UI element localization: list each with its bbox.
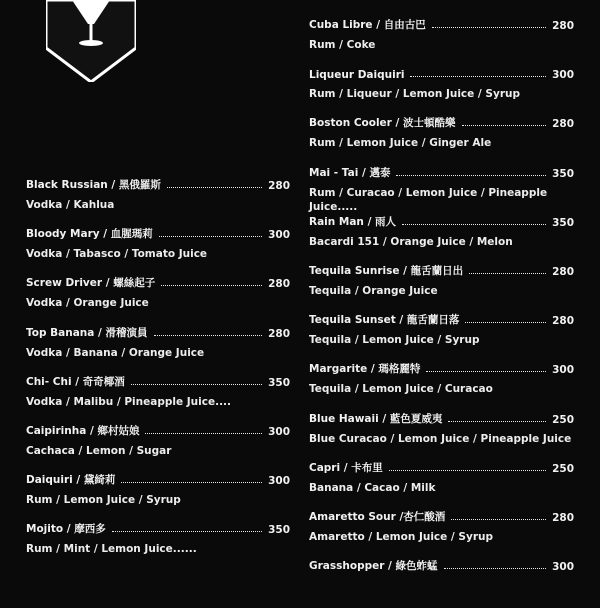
drink-name: Daiquiri / 黛綺莉 (26, 474, 116, 487)
drink-name: Caipirinha / 鄉村姑娘 (26, 424, 140, 437)
dot-leader (426, 370, 546, 372)
menu-item-header (26, 227, 290, 241)
menu-item-header (309, 510, 574, 524)
drink-name: Mai - Tai / 邁泰 (309, 166, 391, 179)
drink-price: 250 (552, 462, 574, 475)
dot-leader (145, 432, 262, 434)
dot-leader (112, 530, 262, 532)
left-menu-column (26, 178, 290, 572)
menu-item-header (26, 473, 290, 487)
menu-item (26, 326, 290, 375)
menu-item (309, 116, 574, 165)
drink-ingredients: Rum / Mint / Lemon Juice...... (26, 543, 197, 556)
menu-item-header (26, 276, 290, 290)
drink-price: 300 (552, 69, 574, 82)
drink-ingredients: Amaretto / Lemon Juice / Syrup (309, 530, 493, 543)
menu-item (26, 276, 290, 325)
drink-ingredients: Banana / Cacao / Milk (309, 481, 436, 494)
menu-item-header (26, 178, 290, 192)
drink-name: Top Banana / 滑稽演員 (26, 326, 148, 339)
menu-item-header (309, 166, 574, 180)
drink-name: Grasshopper / 綠色蚱蜢 (309, 560, 438, 573)
menu-item (309, 215, 574, 264)
menu-item (26, 522, 290, 571)
menu-item-header (309, 412, 574, 426)
drink-name: Blue Hawaii / 藍色夏威夷 (309, 412, 443, 425)
drink-ingredients: Tequila / Lemon Juice / Curacao (309, 383, 493, 396)
dot-leader (167, 186, 262, 188)
menu-item (26, 227, 290, 276)
dot-leader (448, 420, 546, 422)
drink-price: 300 (552, 364, 574, 377)
cocktail-glass-logo (46, 0, 136, 82)
menu-item-header (26, 522, 290, 536)
drink-price: 280 (268, 278, 290, 291)
dot-leader (451, 518, 546, 520)
menu-item (309, 18, 574, 67)
menu-item (309, 559, 574, 608)
drink-name: Black Russian / 黑俄羅斯 (26, 179, 161, 191)
drink-price: 280 (268, 180, 290, 192)
drink-price: 300 (552, 561, 574, 574)
dot-leader (465, 321, 546, 323)
menu-item-header (309, 362, 574, 376)
drink-name: Cuba Libre / 自由古巴 (309, 19, 426, 31)
menu-item-header (26, 375, 290, 389)
menu-item (309, 412, 574, 461)
drink-price: 350 (268, 524, 290, 537)
menu-item-header (309, 264, 574, 278)
drink-ingredients: Blue Curacao / Lemon Juice / Pineapple Juice (309, 432, 572, 445)
drink-price: 280 (268, 327, 290, 340)
drink-ingredients: Vodka / Kahlua (26, 199, 115, 211)
dot-leader (159, 235, 262, 237)
drink-name: Capri / 卡布里 (309, 461, 383, 474)
drink-ingredients: Rum / Lemon Juice / Syrup (26, 494, 181, 507)
drink-name: Boston Cooler / 波士頓酷樂 (309, 117, 456, 130)
menu-item-header (309, 313, 574, 327)
menu-item-header (309, 116, 574, 130)
drink-ingredients: Vodka / Malibu / Pineapple Juice.... (26, 395, 232, 408)
drink-name: Liqueur Daiquiri (309, 69, 405, 82)
menu-item (309, 67, 574, 116)
dot-leader (389, 469, 546, 471)
dot-leader (121, 481, 262, 483)
drink-ingredients: Tequila / Orange Juice (309, 284, 438, 297)
menu-item-header (309, 461, 574, 475)
menu-item (26, 473, 290, 522)
drink-price: 300 (268, 475, 290, 488)
drink-price: 300 (268, 229, 290, 242)
menu-item-header (309, 18, 574, 32)
drink-name: Rain Man / 雨人 (309, 215, 397, 228)
drink-name: Bloody Mary / 血腥瑪莉 (26, 228, 153, 241)
dot-leader (469, 272, 546, 274)
drink-price: 350 (552, 216, 574, 229)
menu-item (26, 178, 290, 227)
menu-item (309, 362, 574, 411)
menu-item (309, 166, 574, 215)
dot-leader (131, 383, 262, 385)
drink-ingredients: Rum / Coke (309, 39, 376, 51)
menu-item (309, 313, 574, 362)
drink-ingredients: Rum / Lemon Juice / Ginger Ale (309, 137, 492, 150)
drink-name: Amaretto Sour /杏仁酸酒 (309, 510, 446, 523)
drink-price: 350 (268, 376, 290, 389)
dot-leader (402, 223, 546, 225)
menu-item-header (26, 424, 290, 438)
drink-price: 300 (268, 425, 290, 438)
menu-item-header (309, 559, 574, 573)
drink-ingredients: Vodka / Banana / Orange Juice (26, 346, 205, 359)
drink-ingredients: Vodka / Orange Juice (26, 297, 149, 310)
dot-leader (396, 174, 546, 176)
menu-item-header (309, 67, 574, 81)
dot-leader (410, 75, 546, 77)
menu-item (26, 424, 290, 473)
drink-ingredients: Vodka / Tabasco / Tomato Juice (26, 248, 208, 261)
drink-price: 280 (552, 511, 574, 524)
dot-leader (444, 567, 547, 569)
drink-name: Chi- Chi / 奇奇椰酒 (26, 375, 125, 388)
drink-name: Margarite / 瑪格麗特 (309, 363, 421, 376)
dot-leader (432, 26, 546, 28)
right-menu-column (309, 18, 574, 608)
menu-item-header (26, 326, 290, 340)
drink-name: Screw Driver / 螺絲起子 (26, 277, 156, 290)
drink-name: Tequila Sunrise / 龍舌蘭日出 (309, 264, 464, 277)
drink-ingredients: Tequila / Lemon Juice / Syrup (309, 334, 480, 347)
dot-leader (161, 284, 262, 286)
drink-ingredients: Rum / Curacao / Lemon Juice / Pineapple Juice..... (309, 186, 548, 213)
drink-price: 280 (552, 20, 574, 32)
drink-ingredients: Bacardi 151 / Orange Juice / Melon (309, 235, 513, 248)
menu-item (309, 510, 574, 559)
dot-leader (462, 124, 547, 126)
menu-item-header (309, 215, 574, 229)
drink-name: Tequila Sunset / 龍舌蘭日落 (309, 314, 460, 327)
drink-price: 250 (552, 413, 574, 426)
drink-price: 350 (552, 167, 574, 180)
menu-item (26, 375, 290, 424)
drink-ingredients: Rum / Liqueur / Lemon Juice / Syrup (309, 88, 520, 101)
menu-item (309, 461, 574, 510)
drink-price: 280 (552, 265, 574, 278)
menu-item (309, 264, 574, 313)
drink-price: 280 (552, 315, 574, 328)
dot-leader (154, 334, 263, 336)
drink-ingredients: Cachaca / Lemon / Sugar (26, 444, 172, 457)
drink-name: Mojito / 摩西多 (26, 523, 106, 536)
drink-price: 280 (552, 118, 574, 131)
